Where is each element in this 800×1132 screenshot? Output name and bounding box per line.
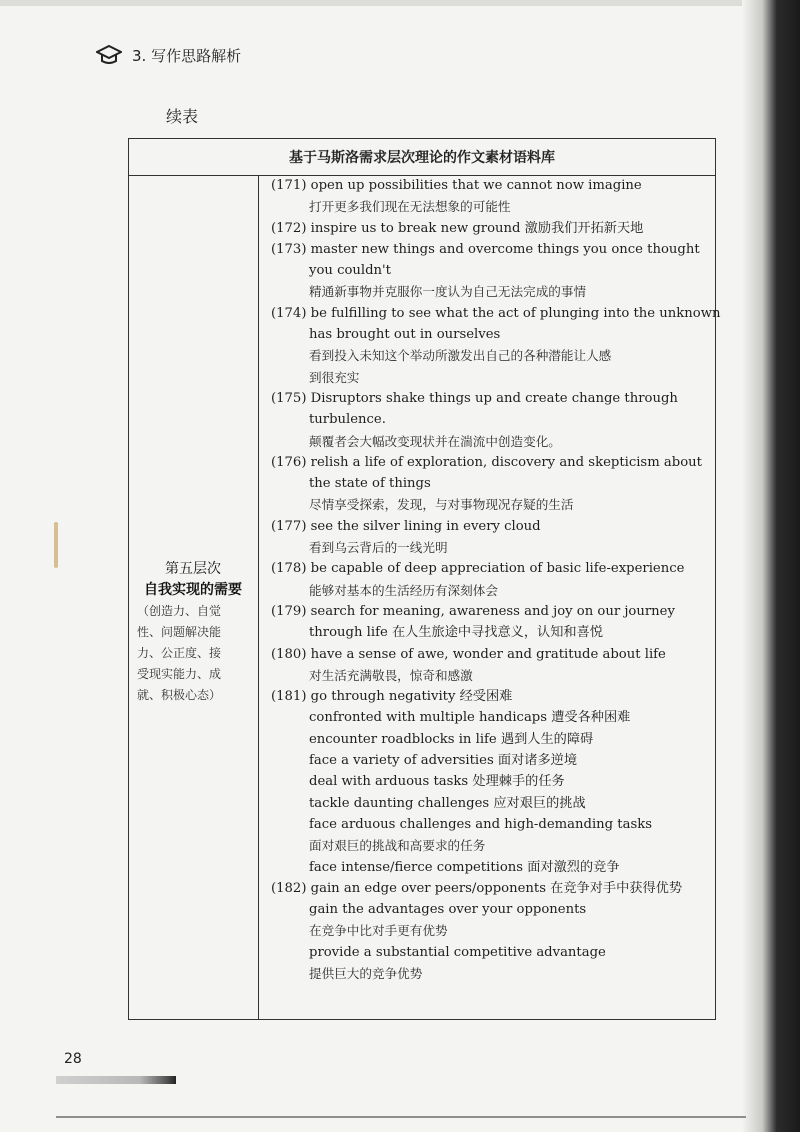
- level-subtitle: 自我实现的需要: [144, 582, 242, 598]
- phrase-line: provide a substantial competitive advantage: [309, 944, 606, 960]
- phrase-line: (179) search for meaning, awareness and joy on our journey: [271, 603, 675, 619]
- vocabulary-table: [128, 138, 721, 1020]
- level-cell: [129, 559, 257, 706]
- phrase-line: 尽情享受探索，发现，与对事物现况存疑的生活: [309, 497, 574, 513]
- level-desc-line: 性、问题解决能: [137, 625, 222, 639]
- phrase-line: (172) inspire us to break new ground 激励我们开拓新天地: [271, 220, 644, 236]
- phrase-line: 看到投入未知这个举动所激发出自己的各种潜能让人感: [309, 348, 612, 364]
- phrase-line: (176) relish a life of exploration, discovery and skepticism about: [271, 454, 702, 470]
- phrase-line: (177) see the silver lining in every cloud: [271, 518, 541, 534]
- phrase-line: 在竞争中比对手更有优势: [309, 923, 448, 939]
- section-title: 3. 写作思路解析: [132, 46, 242, 65]
- phrase-line: encounter roadblocks in life 遇到人生的障碍: [309, 731, 594, 747]
- phrase-line: (175) Disruptors shake things up and create change through: [271, 390, 678, 406]
- phrase-line: you couldn't: [309, 263, 391, 279]
- phrase-line: deal with arduous tasks 处理棘手的任务: [309, 774, 565, 790]
- phrase-line: 打开更多我们现在无法想象的可能性: [309, 199, 511, 215]
- phrase-line: 能够对基本的生活经历有深刻体会: [309, 582, 498, 598]
- table-title: 基于马斯洛需求层次理论的作文素材语料库: [129, 139, 715, 176]
- margin-mark: [54, 522, 58, 568]
- level-desc-line: 受现实能力、成: [137, 667, 222, 681]
- phrase-line: (181) go through negativity 经受困难: [271, 689, 513, 705]
- level-description: [129, 601, 257, 706]
- phrase-line: 对生活充满敬畏，惊奇和感激: [309, 667, 473, 683]
- phrase-line: face arduous challenges and high-demanding tasks: [309, 816, 652, 832]
- phrase-line: (180) have a sense of awe, wonder and gratitude about life: [271, 646, 666, 662]
- phrase-column: [271, 175, 721, 1019]
- phrase-line: (174) be fulfilling to see what the act of plunging into the unknown: [271, 305, 721, 321]
- phrase-line: 看到乌云背后的一线光明: [309, 540, 448, 556]
- footer-line: [56, 1116, 746, 1118]
- phrase-line: 颠覆者会大幅改变现状并在湍流中创造变化。: [309, 433, 561, 449]
- phrase-line: (173) master new things and overcome things you once thought: [271, 241, 700, 257]
- graduation-cap-icon: [96, 44, 122, 66]
- phrase-line: turbulence.: [309, 412, 386, 428]
- phrase-line: face intense/fierce competitions 面对激烈的竞争: [309, 859, 620, 875]
- phrase-line: gain the advantages over your opponents: [309, 902, 587, 918]
- footer-bar: [56, 1076, 176, 1084]
- continued-label: 续表: [166, 107, 199, 126]
- phrase-line: face a variety of adversities 面对诸多逆境: [309, 753, 578, 769]
- page-edge-shadow: [742, 0, 800, 1132]
- phrase-line: 面对艰巨的挑战和高要求的任务: [309, 838, 486, 854]
- level-desc-line: （创造力、自觉: [137, 604, 222, 618]
- phrase-line: tackle daunting challenges 应对艰巨的挑战: [309, 795, 586, 811]
- level-desc-line: 就、积极心态）: [137, 688, 222, 702]
- phrase-line: through life 在人生旅途中寻找意义，认知和喜悦: [309, 625, 603, 641]
- section-header: [96, 44, 241, 66]
- page-number: 28: [64, 1051, 82, 1067]
- phrase-line: confronted with multiple handicaps 遭受各种困难: [309, 710, 631, 726]
- phrase-line: 提供巨大的竞争优势: [309, 965, 423, 981]
- level-column: [129, 175, 259, 1019]
- phrase-line: (182) gain an edge over peers/opponents 在竞争对手中获得优势: [271, 880, 683, 896]
- phrase-line: the state of things: [309, 476, 431, 492]
- phrase-line: (171) open up possibilities that we cannot now imagine: [271, 178, 642, 193]
- top-rule: [0, 0, 800, 6]
- phrase-line: 到很充实: [309, 369, 360, 385]
- phrase-line: 精通新事物并克服你一度认为自己无法完成的事情: [309, 284, 587, 300]
- phrase-line: has brought out in ourselves: [309, 327, 501, 343]
- level-title: 第五层次: [165, 561, 221, 577]
- level-desc-line: 力、公正度、接: [137, 646, 222, 660]
- phrase-line: (178) be capable of deep appreciation of basic life-experience: [271, 561, 685, 577]
